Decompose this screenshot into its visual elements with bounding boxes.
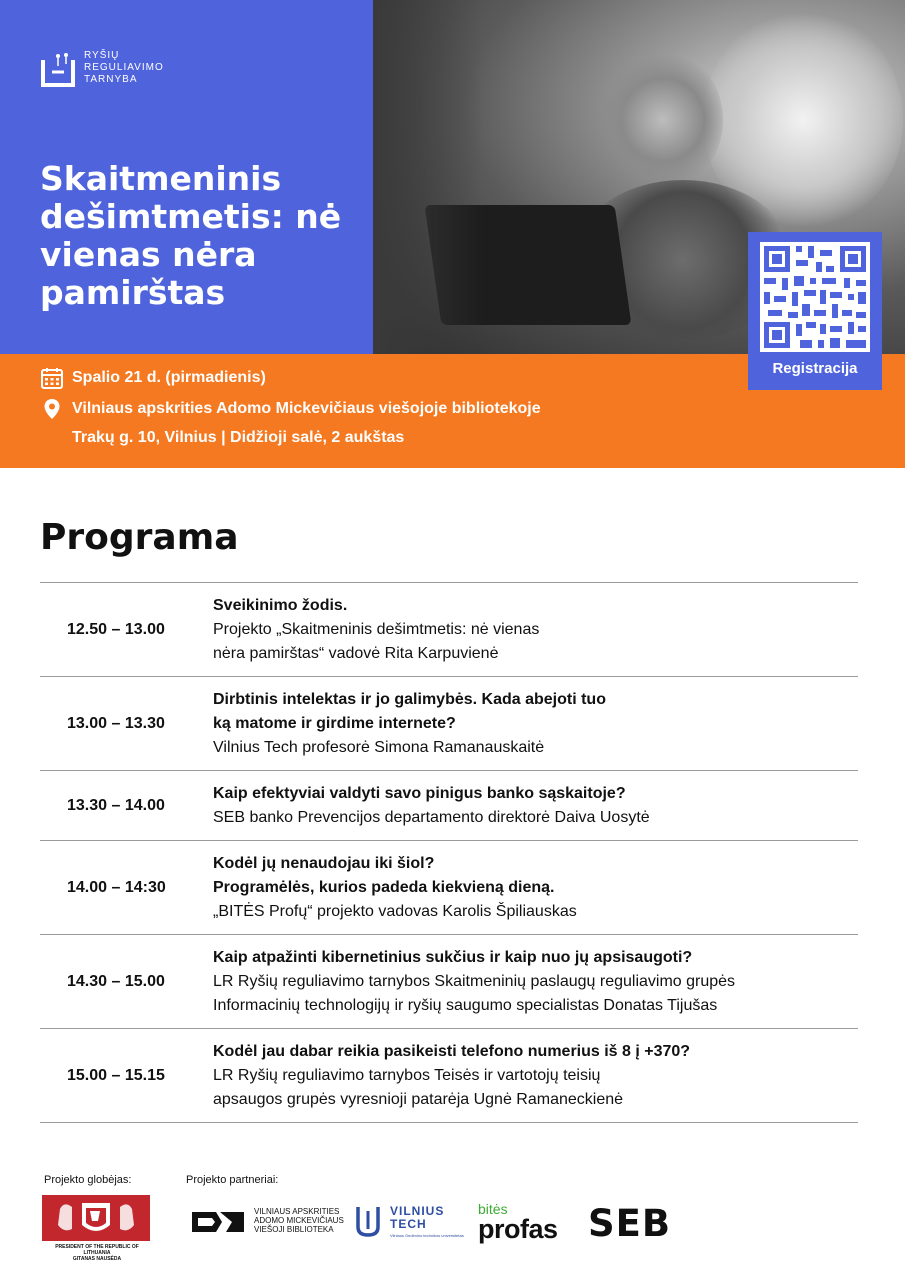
program-table — [40, 582, 858, 1123]
vilnius-tech-logo-text — [390, 1205, 444, 1231]
program-body — [213, 771, 858, 840]
program-time: 14.00 – 14:30 — [67, 878, 166, 896]
program-speaker: nėra pamirštas“ vadovė Rita Karpuvienė — [213, 645, 499, 662]
registration-qr[interactable] — [748, 232, 882, 390]
program-topic: Sveikinimo žodis. — [213, 597, 348, 614]
patron-label: Projekto globėjas: — [44, 1174, 132, 1186]
rrt-logo-mark-icon — [40, 52, 76, 88]
logo-line-1: RYŠIŲ — [84, 50, 120, 61]
program-time: 13.00 – 13.30 — [67, 714, 165, 732]
event-address: Trakų g. 10, Vilnius | Didžioji salė, 2 aukštas — [72, 429, 405, 446]
president-coat-of-arms-logo — [42, 1195, 150, 1241]
program-body — [213, 1029, 858, 1122]
program-time: 12.50 – 13.00 — [67, 620, 165, 638]
rrt-logo — [40, 42, 200, 92]
program-speaker: LR Ryšių reguliavimo tarnybos Skaitmeninių paslaugų reguliavimo grupės — [213, 973, 736, 990]
vilnius-tech-line: TECH — [390, 1217, 427, 1231]
rrt-logo-text — [84, 50, 164, 86]
program-speaker: Vilnius Tech profesorė Simona Ramanauskaitė — [213, 739, 545, 756]
program-body — [213, 841, 858, 934]
program-row — [40, 771, 858, 841]
library-line: VIEŠOJI BIBLIOTEKA — [254, 1225, 334, 1234]
program-topic: Dirbtinis intelektas ir jo galimybės. Kada abejoti tuo ką matome ir girdime internete? — [213, 691, 606, 732]
program-speaker: Projekto „Skaitmeninis dešimtmetis: nė vienas — [213, 621, 540, 638]
calendar-icon — [40, 366, 64, 390]
program-topic: Kodėl jų nenaudojau iki šiol? Programėlės, kurios padeda kiekvieną dieną. — [213, 855, 555, 896]
event-venue-row — [40, 397, 541, 421]
event-date-row — [40, 366, 266, 390]
program-speaker: LR Ryšių reguliavimo tarnybos Teisės ir vartotojų teisių — [213, 1067, 601, 1084]
qr-code-icon[interactable] — [760, 242, 870, 352]
library-line: VILNIAUS APSKRITIES — [254, 1207, 340, 1216]
program-row — [40, 677, 858, 771]
event-date: Spalio 21 d. (pirmadienis) — [72, 369, 266, 386]
profas-logo-text: profas — [478, 1214, 558, 1244]
program-body — [213, 583, 858, 676]
program-row — [40, 1029, 858, 1123]
event-title: Skaitmeninis dešimtmetis: nė vienas nėra pamirštas — [40, 159, 342, 312]
program-speaker: SEB banko Prevencijos departamento direktorė Daiva Uosytė — [213, 809, 650, 826]
program-body — [213, 677, 858, 770]
program-row — [40, 935, 858, 1029]
president-caption — [42, 1244, 152, 1262]
partners-label: Projekto partneriai: — [186, 1174, 279, 1186]
event-address-row — [72, 429, 404, 447]
library-logo-text — [254, 1207, 344, 1234]
president-caption-line: PRESIDENT OF THE REPUBLIC OF LITHUANIA — [55, 1244, 139, 1256]
program-topic: Kaip efektyviai valdyti savo pinigus banko sąskaitoje? — [213, 785, 626, 802]
event-venue: Vilniaus apskrities Adomo Mickevičiaus viešojoje bibliotekoje — [72, 400, 541, 417]
program-heading: Programa — [40, 517, 239, 558]
program-time: 15.00 – 15.15 — [67, 1066, 165, 1084]
registration-label[interactable]: Registracija — [772, 360, 858, 377]
program-row — [40, 583, 858, 677]
library-logo-icon — [190, 1208, 246, 1236]
vilnius-tech-line: VILNIUS — [390, 1204, 445, 1218]
program-row — [40, 841, 858, 935]
program-time: 14.30 – 15.00 — [67, 972, 165, 990]
program-time: 13.30 – 14.00 — [67, 796, 165, 814]
vilnius-tech-subtitle: Vilniaus Gedimino technikos universitetas — [390, 1233, 464, 1238]
program-speaker: apsaugos grupės vyresnioji patarėja Ugnė Ramaneckienė — [213, 1091, 624, 1108]
bites-logo-text: bitės — [478, 1201, 508, 1217]
vilnius-tech-logo-icon — [355, 1205, 381, 1237]
location-pin-icon — [40, 397, 64, 421]
program-topic: Kodėl jau dabar reikia pasikeisti telefono numerius iš 8 į +370? — [213, 1043, 691, 1060]
program-speaker: „BITĖS Profų“ projekto vadovas Karolis Špiliauskas — [213, 903, 577, 920]
program-speaker: Informacinių technologijų ir ryšių saugumo specialistas Donatas Tijušas — [213, 997, 718, 1014]
library-line: ADOMO MICKEVIČIAUS — [254, 1216, 344, 1225]
seb-logo: SEB — [588, 1202, 672, 1245]
program-topic: Kaip atpažinti kibernetinius sukčius ir kaip nuo jų apsisaugoti? — [213, 949, 693, 966]
logo-line-3: TARNYBA — [84, 74, 138, 85]
coat-of-arms-icon — [42, 1195, 150, 1241]
logo-line-2: REGULIAVIMO — [84, 62, 164, 73]
program-body — [213, 935, 858, 1028]
president-caption-line: GITANAS NAUSĖDA — [72, 1256, 122, 1262]
